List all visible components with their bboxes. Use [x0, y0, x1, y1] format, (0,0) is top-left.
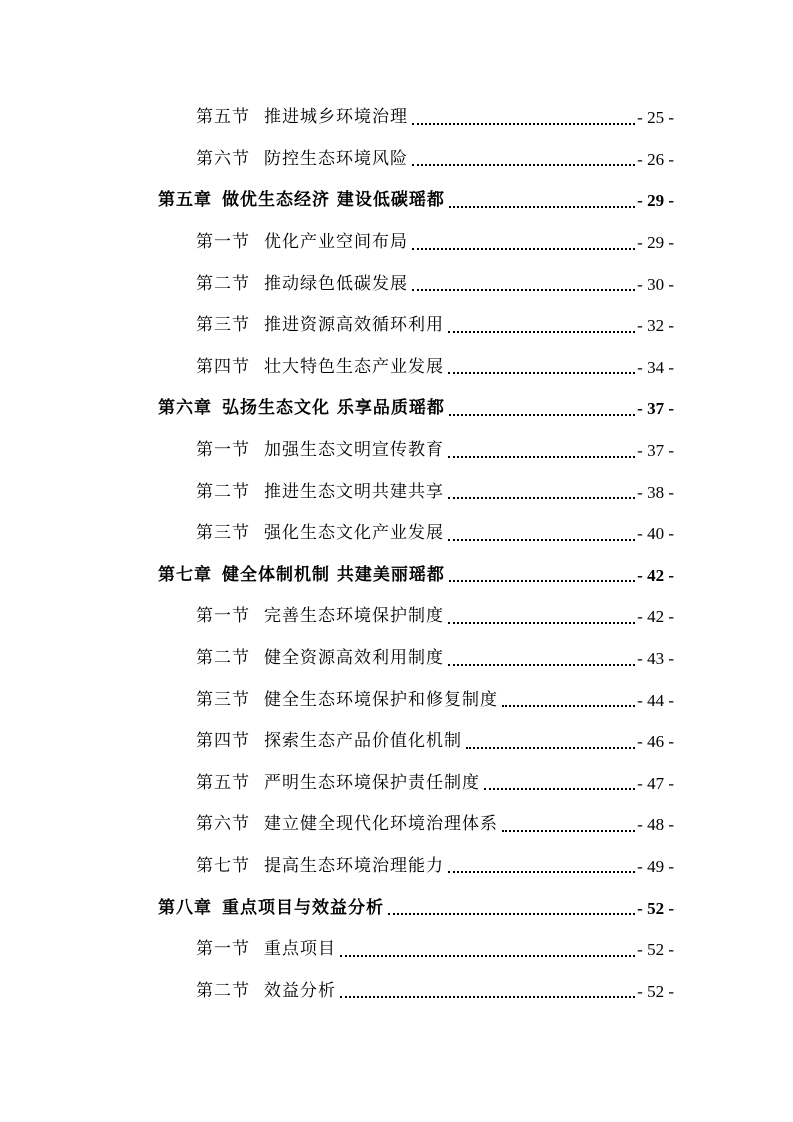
page-number: - 25 - [637, 108, 674, 128]
page-number: - 37 - [637, 399, 674, 419]
dot-leader [388, 913, 635, 915]
page-number: - 42 - [637, 565, 674, 585]
page-number: - 52 - [637, 940, 674, 960]
entry-title: 推动绿色低碳发展 [264, 273, 408, 294]
page-number: - 46 - [637, 732, 674, 752]
dot-leader [412, 164, 635, 166]
toc-entry[interactable] [158, 347, 674, 389]
chapter-number: 第五章 [158, 190, 212, 211]
entry-number: 第六节 [196, 148, 250, 169]
entry-number: 第二节 [196, 980, 250, 1001]
dot-leader [412, 289, 635, 291]
page-number: - 48 - [637, 815, 674, 835]
chapter-title: 弘扬生态文化 乐享品质瑶都 [222, 398, 445, 419]
entry-number: 第一节 [196, 232, 250, 253]
dot-leader [448, 539, 635, 541]
entry-title: 健全资源高效利用制度 [264, 648, 444, 669]
entry-title: 防控生态环境风险 [264, 148, 408, 169]
chapter-number: 第七章 [158, 564, 212, 585]
entry-title: 优化产业空间布局 [264, 232, 408, 253]
toc-entry[interactable] [158, 638, 674, 680]
chapter-number: 第八章 [158, 897, 212, 918]
page-number: - 34 - [637, 357, 674, 377]
entry-number: 第三节 [196, 523, 250, 544]
entry-title: 建立健全现代化环境治理体系 [264, 814, 498, 835]
entry-number: 第三节 [196, 315, 250, 336]
toc-entry[interactable] [158, 721, 674, 763]
dot-leader [502, 830, 635, 832]
toc-entry[interactable] [158, 430, 674, 472]
dot-leader [412, 123, 635, 125]
entry-title: 推进生态文明共建共享 [264, 481, 444, 502]
dot-leader [449, 414, 635, 416]
chapter-number: 第六章 [158, 398, 212, 419]
toc-entry[interactable] [158, 596, 674, 638]
entry-title: 完善生态环境保护制度 [264, 606, 444, 627]
toc-chapter-entry[interactable] [158, 388, 674, 430]
page-number: - 38 - [637, 482, 674, 502]
toc-entry[interactable] [158, 305, 674, 347]
entry-title: 强化生态文化产业发展 [264, 523, 444, 544]
dot-leader [340, 996, 635, 998]
entry-number: 第二节 [196, 648, 250, 669]
toc-entry[interactable] [158, 513, 674, 555]
page-number: - 44 - [637, 690, 674, 710]
dot-leader [448, 372, 635, 374]
toc-entry[interactable] [158, 679, 674, 721]
dot-leader [449, 206, 635, 208]
entry-number: 第四节 [196, 356, 250, 377]
toc-chapter-entry[interactable] [158, 180, 674, 222]
toc-entry[interactable] [158, 263, 674, 305]
toc-chapter-entry[interactable] [158, 555, 674, 597]
page-number: - 52 - [637, 981, 674, 1001]
entry-title: 重点项目 [264, 939, 336, 960]
table-of-contents [158, 97, 674, 1012]
toc-entry[interactable] [158, 929, 674, 971]
page-number: - 47 - [637, 773, 674, 793]
entry-number: 第一节 [196, 440, 250, 461]
entry-number: 第五节 [196, 107, 250, 128]
dot-leader [448, 664, 635, 666]
entry-title: 提高生态环境治理能力 [264, 855, 444, 876]
toc-entry[interactable] [158, 139, 674, 181]
page-number: - 26 - [637, 149, 674, 169]
entry-number: 第四节 [196, 731, 250, 752]
toc-entry[interactable] [158, 846, 674, 888]
page-number: - 52 - [637, 898, 674, 918]
page-number: - 43 - [637, 649, 674, 669]
chapter-title: 重点项目与效益分析 [222, 897, 384, 918]
dot-leader [448, 622, 635, 624]
toc-entry[interactable] [158, 804, 674, 846]
entry-number: 第二节 [196, 481, 250, 502]
entry-number: 第六节 [196, 814, 250, 835]
entry-title: 推进城乡环境治理 [264, 107, 408, 128]
dot-leader [466, 747, 635, 749]
page-number: - 29 - [637, 233, 674, 253]
page-number: - 30 - [637, 274, 674, 294]
dot-leader [502, 705, 635, 707]
dot-leader [412, 248, 635, 250]
entry-number: 第七节 [196, 855, 250, 876]
entry-title: 加强生态文明宣传教育 [264, 440, 444, 461]
entry-number: 第一节 [196, 606, 250, 627]
entry-number: 第一节 [196, 939, 250, 960]
page-number: - 32 - [637, 316, 674, 336]
entry-title: 效益分析 [264, 980, 336, 1001]
page-number: - 49 - [637, 856, 674, 876]
dot-leader [448, 456, 635, 458]
entry-title: 推进资源高效循环利用 [264, 315, 444, 336]
toc-entry[interactable] [158, 763, 674, 805]
toc-chapter-entry[interactable] [158, 887, 674, 929]
dot-leader [484, 788, 635, 790]
dot-leader [448, 871, 635, 873]
chapter-title: 做优生态经济 建设低碳瑶都 [222, 190, 445, 211]
toc-entry[interactable] [158, 970, 674, 1012]
entry-title: 探索生态产品价值化机制 [264, 731, 462, 752]
page-number: - 37 - [637, 441, 674, 461]
entry-number: 第二节 [196, 273, 250, 294]
dot-leader [449, 580, 635, 582]
chapter-title: 健全体制机制 共建美丽瑶都 [222, 564, 445, 585]
entry-number: 第五节 [196, 772, 250, 793]
page-number: - 42 - [637, 607, 674, 627]
toc-entry[interactable] [158, 222, 674, 264]
toc-entry[interactable] [158, 471, 674, 513]
entry-title: 严明生态环境保护责任制度 [264, 772, 480, 793]
toc-entry[interactable] [158, 97, 674, 139]
page-number: - 29 - [637, 191, 674, 211]
entry-title: 壮大特色生态产业发展 [264, 356, 444, 377]
dot-leader [340, 955, 635, 957]
dot-leader [448, 331, 635, 333]
page-number: - 40 - [637, 524, 674, 544]
entry-title: 健全生态环境保护和修复制度 [264, 689, 498, 710]
entry-number: 第三节 [196, 689, 250, 710]
dot-leader [448, 497, 635, 499]
